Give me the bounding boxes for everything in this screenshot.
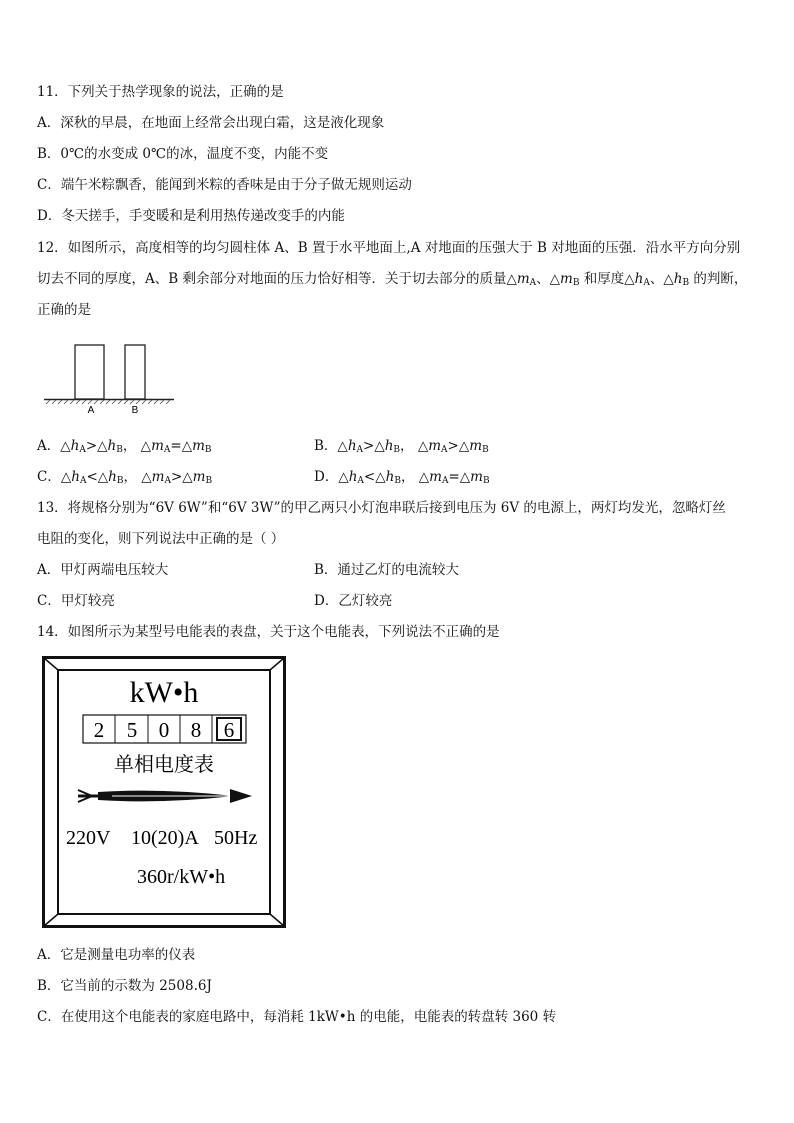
label-a: A	[87, 405, 95, 416]
q12-option-c: C．$\triangle h_A<\triangle h_B$， $\triangle m_A>\triangle m_B$	[37, 469, 213, 486]
cylinders-figure	[44, 343, 174, 417]
q11-option-c: C．端午米粽飘香，能闻到米粽的香味是由于分子做无规则运动	[37, 177, 412, 193]
meter-current: 10(20)A	[131, 827, 199, 849]
digit-2: 5	[126, 718, 138, 742]
label-b: B	[131, 405, 139, 416]
q13-option-a: A．甲灯两端电压较大	[37, 562, 169, 578]
digit-3: 0	[158, 718, 170, 742]
meter-frequency: 50Hz	[214, 827, 258, 849]
q14-option-c: C．在使用这个电能表的家庭电路中，每消耗 1kW•h 的电能，电能表的转盘转 360 转	[37, 1009, 557, 1025]
electric-meter-figure	[42, 656, 286, 928]
q11-option-d: D．冬天搓手，手变暖和是利用热传递改变手的内能	[37, 208, 345, 224]
q12-option-d: D．$\triangle h_A<\triangle h_B$， $\triangle m_A=\triangle m_B$	[314, 469, 490, 486]
meter-unit: kW•h	[129, 676, 199, 709]
cylinder-a	[75, 345, 104, 399]
q13-option-b: B．通过乙灯的电流较大	[314, 562, 459, 578]
q11-option-b: B．0℃的水变成 0℃的冰，温度不变，内能不变	[37, 146, 329, 162]
digit-1: 2	[93, 718, 105, 742]
q11-stem: 11．下列关于热学现象的说法，正确的是	[37, 84, 284, 100]
q12-stem-line2: 切去不同的厚度，A、B 剩余部分对地面的压力恰好相等．关于切去部分的质量$\triangle m_A$、$\triangle m_B$ 和厚度$\triangle h_A$、$\triangle h_B$ 的判断，	[37, 271, 748, 288]
meter-constant: 360r/kW•h	[137, 866, 226, 888]
q11-option-a: A．深秋的早晨，在地面上经常会出现白霜，这是液化现象	[37, 115, 385, 131]
q14-option-b: B．它当前的示数为 2508.6J	[37, 978, 212, 994]
digit-5: 6	[223, 718, 235, 742]
q12-option-b: B．$\triangle h_A>\triangle h_B$， $\triangle m_A>\triangle m_B$	[314, 438, 489, 455]
q12-stem-line1: 12．如图所示，高度相等的均匀圆柱体 A、B 置于水平地面上,A 对地面的压强大于 B 对地面的压强．沿水平方向分别	[37, 240, 741, 256]
q13-option-c: C．甲灯较亮	[37, 593, 115, 609]
q14-stem: 14．如图所示为某型号电能表的表盘，关于这个电能表，下列说法不正确的是	[37, 624, 500, 640]
q13-stem-line2: 电阻的变化，则下列说法中正确的是（ ）	[37, 531, 285, 547]
cylinder-b	[125, 345, 145, 399]
ground-hatch	[46, 400, 170, 404]
q12-stem-line3: 正确的是	[37, 302, 91, 318]
digit-4: 8	[190, 718, 202, 742]
q13-option-d: D．乙灯较亮	[314, 593, 393, 609]
meter-name: 单相电度表	[114, 754, 214, 776]
q13-stem-line1: 13．将规格分别为“6V 6W”和“6V 3W”的甲乙两只小灯泡串联后接到电压为 6V 的电源上，两灯均发光，忽略灯丝	[37, 500, 726, 516]
q14-option-a: A．它是测量电功率的仪表	[37, 947, 196, 963]
meter-voltage: 220V	[66, 827, 111, 849]
q12-option-a: A．$\triangle h_A>\triangle h_B$， $\triangle m_A=\triangle m_B$	[37, 438, 212, 455]
